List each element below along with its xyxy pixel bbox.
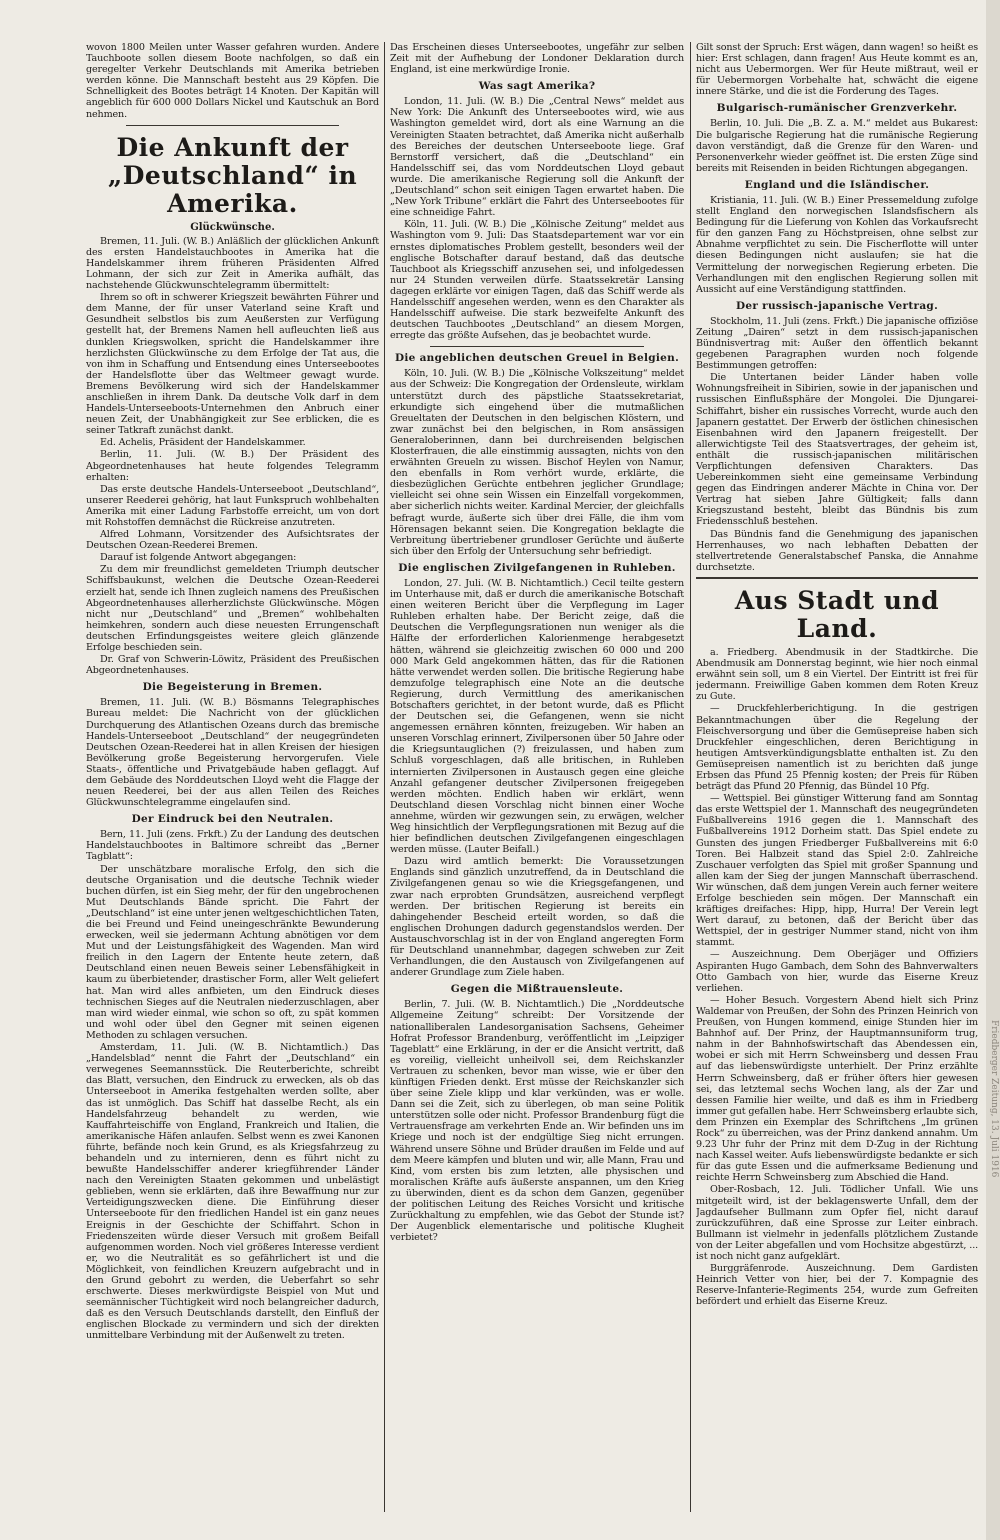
article-paragraph: Stockholm, 11. Juli (zens. Frkft.) Die japanische offiziöse Zeitung „Dairen“ setzt in dem russisch-japanischen Bündnisvertrag mit: Außer den öffentlich bekannt gegebenen Paragraphen wurden noch folgende Bestimmungen getroffen: [696,315,978,372]
local-news-item: — Auszeichnung. Dem Oberjäger und Offiziers Aspiranten Hugo Gambach, dem Sohn des Bahnverwalters Otto Gambach von hier, wurde das Eiserne Kreuz verliehen. [696,949,978,994]
article-paragraph: Berlin, 7. Juli. (W. B. Nichtamtlich.) Die „Norddeutsche Allgemeine Zeitung“ schreibt: Der Vorsitzende der nationalliberalen Landesorganisation Sachsens, Geheimer Hofrat Professor Brandenburg, veröffentlicht im „Leipziger Tageblatt“ eine Erklärung, in der er die Ansicht vertritt, daß es voreilig, vielleicht unheilvoll sei, dem Reichskanzler Vertrauen zu schenken, bevor man wisse, wie er über den künftigen Frieden denkt. Erst müsse der Reichskanzler sich über seine Ziele klipp und klar verkünden, was er wolle. Dann sei die Zeit, sich zu überlegen, ob man seine Politik unterstützen solle oder nicht. Professor Brandenburg fügt die Vertrauensfrage am verkehrten Ende an. Wir befinden uns im Kriege und noch ist der endgültige Sieg nicht errungen. Während unsere Söhne und Brüder draußen im Felde und auf dem Meere kämpfen und bluten und wir, alle Mann, Frau und Kind, vom ersten bis zum letzten, alle physischen und moralischen Kräfte aufs äußerste anspannen, um den Krieg zu überwinden, dient es da schon dem Ganzen, gegenüber der politischen Leitung des Reiches Vorsicht und kritische Zurückhaltung zu empfehlen, wie das Gebot der Stunde ist? Der Augenblick elementarische und politische Klugheit verbietet? [390,999,684,1244]
local-news-item: Burggräfenrode. Auszeichnung. Dem Gardisten Heinrich Vetter von hier, bei der 7. Kompagnie des Reserve-Infanterie-Regiments 254, wurde zum Gefreiten befördert und erhielt das Eiserne Kreuz. [696,1263,978,1308]
section-heading: Die Begeisterung in Bremen. [142,681,323,694]
column-3 [696,42,978,1518]
article-paragraph: Gilt sonst der Spruch: Erst wägen, dann wagen! so heißt es hier: Erst schlagen, dann fragen! Aus Heute kommt es an, nicht aus Uebermorgen. Wer für Heute mißtraut, weil er für Uebermorgen Vorbehalte hat, schwächt die eigene innere Stärke, und die ist die Forderung des Tages. [696,42,978,98]
article-paragraph: Bremen, 11. Juli. (W. B.) Anläßlich der glücklichen Ankunft des ersten Handelstauchbootes in Amerika hat die Handelskammer ihrem früheren Präsidenten Alfred Lohmann, der sich zur Zeit in Amerika aufhält, das nachstehende Glückwunschtelegramm übermittelt: [86,235,379,292]
margin-stamp: Friedberger Zeitung, 13. Juli 1916 [989,1020,999,1178]
article-paragraph: Das erste deutsche Handels-Unterseeboot „Deutschland“, unserer Reederei gehörig, hat laut Funkspruch wohlbehalten Amerika mit einer Ladung Farbstoffe erreicht, um von dort mit Rohstoffen demnächst die Rückreise anzutreten. [86,483,379,528]
article-paragraph: Köln, 10. Juli. (W. B.) Die „Kölnische Volkszeitung“ meldet aus der Schweiz: Die Kongregation der Ordensleute, wirklam unterstützt durch des päpstliche Staatssekretariat, erkundigte sich eingehend über die mutmaßlichen Greueltaten der Deutschen in den belgischen Klöstern, und zwar zunächst bei den belgischen, in Rom ansässigen Generaloberinnen, dann bei durchreisenden belgischen Klosterfrauen, die alle einstimmig aussagten, nichts von den erwähnten Greueln zu wissen. Bischof Heylen von Namur, den ebenfalls in Rom verhört wurde, erklärte, die diesbezüglichen Gerüchte entbehren jeglicher Grundlage; vielleicht sei ohne sein Wissen ein Einzelfall vorgekommen, aber sicherlich nichts weiter. Kardinal Mercier, der gleichfalls befragt wurde, äußerte sich über drei Fälle, die ihm vom Hörensagen bekannt seien. Die Kongregation beklagte die Verbreitung übertriebener grundloser Gerüchte und äußerte sich über den Erfolg der Untersuchung sehr befriedigt. [390,368,684,557]
article-paragraph: Berlin, 10. Juli. Die „B. Z. a. M.“ meldet aus Bukarest: Die bulgarische Regierung hat die rumänische Regierung davon verständigt, daß die Grenze für den Waren- und Personenverkehr wieder geöffnet ist. Die ersten Züge sind bereits mit Reisenden in beiden Richtungen abgegangen. [696,118,978,174]
section-heading: Der Eindruck bei den Neutralen. [131,813,334,826]
column-1 [86,42,379,1518]
article-paragraph: Das Bündnis fand die Genehmigung des japanischen Herrenhauses, wo nach lebhaften Debatten der stellvertretende Generalstabschef Panska, die Annahme durchsetzte. [696,528,978,573]
article-paragraph: Ihrem so oft in schwerer Kriegszeit bewährten Führer und dem Manne, der für unser Vaterland seine Kraft und Gesundheit selbstlos bis zum Aeußersten zur Verfügung gestellt hat, der Bremens Namen hell aufleuchten ließ aus dunklen Kriegswolken, spricht die Handelskammer ihre herzlichsten Glückwünsche zu dem Erfolge der Tat aus, die von ihm in Schaffung und Entsendung eines Unterseebootes der Handelsflotte über das Weltmeer gewagt wurde. Bremens Bevölkerung wird sich der Handelskammer anschließen in ihrem Dank. Da deutsche Volk darf in dem Handels-Unterseeboots-Unternehmen den Anbruch einer neuen Zeit, der Unabhängigkeit zur See erblicken, die es seiner Tatkraft zunächst dankt. [86,292,379,437]
section-heading: Was sagt Amerika? [478,80,596,93]
section-heading: Glückwünsche. [190,221,275,233]
section-heading: Bulgarisch-rumänischer Grenzverkehr. [716,102,958,115]
article-paragraph: Köln, 11. Juli. (W. B.) Die „Kölnische Zeitung“ meldet aus Washington vom 9. Juli: Das Staatsdepartement war vor ein ernstes diplomatisches Problem gestellt, besonders weil der englische Botschafter darauf bestand, daß das deutsche Tauchboot als Kriegsschiff anzusehen sei, und infolgedessen nur 24 Stunden verweilen dürfe. Staatssekretär Lansing dagegen erklärte vor einigen Tagen, daß das Schiff werde als Handelsschiff angesehen werden, wenn es den Charakter als Handelsschiff aufweise. Die stark bezweifelte Ankunft des deutschen Tauchbootes „Deutschland“ an diesem Morgen, erregte das größte Aufsehen, das je beobachtet wurde. [390,219,684,342]
article-paragraph: London, 27. Juli. (W. B. Nichtamtlich.) Cecil teilte gestern im Unterhause mit, daß er durch die amerikanische Botschaft einen weiteren Bericht über die Verpflegung im Lager Ruhleben erhalten habe. Der Bericht zeige, daß die Deutschen die Verpflegungsrationen nun weniger als die Hälfte der erforderlichen Kalorienmenge herabgesetzt hätten, während sie gleichzeitig zwischen 60 000 und 200 000 Mark Geld angekommen hätten, das für die Rationen hätte verwendet werden sollen. Die britische Regierung habe demzufolge telegraphisch eine Note an die deutsche Regierung, durch Vermittlung des amerikanischen Botschafters gerichtet, in der betont wurde, daß es Pflicht der Deutschen sei, die Gefangenen, wenn sie nicht angemessen ernähren könnten, freizugeben. Wir haben an unseren Vorschlag erinnert, Zivilpersonen über 50 Jahre oder die Kriegsuntauglichen (?) freizulassen, und haben zum Schluß vorgeschlagen, daß alle britischen, in Ruhleben internierten Zivilpersonen in Austausch gegen eine gleiche Anzahl gefangener deutscher Zivilpersonen freigegeben werden möchten. Endlich haben wir erklärt, wenn Deutschland diesen Vorschlag nicht binnen einer Woche annehme, würden wir gezwungen sein, zu erwägen, welcher Weg hinsichtlich der Verpflegungsrationen mit Bezug auf die hier befindlichen deutschen Zivilgefangenen eingeschlagen werden müsse. (Lauter Beifall.) [390,577,684,856]
column-2 [390,42,684,1518]
divider [126,125,339,126]
article-paragraph: Kristiania, 11. Juli. (W. B.) Einer Pressemeldung zufolge stellt England den norwegischen Islandsfischern als Bedingung für die Lieferung von Kohlen das Vorkaufsrecht für den ganzen Fang zu Höchstpreisen, ohne selbst zur Abnahme verpflichtet zu sein. Die Fischerflotte will unter diesen Bedingungen nicht auslaufen; sie hat die Vermittelung der norwegischen Regierung erbeten. Die Verhandlungen mit den englischen Regierung sollen mit Aussicht auf eine Verständigung stattfinden. [696,194,978,295]
main-headline: Die Ankunft der „Deutschland“ in Amerika. [107,132,358,218]
section-heading: Die angeblichen deutschen Greuel in Belgien. [394,352,680,365]
column-rule [690,42,691,1512]
article-paragraph: wovon 1800 Meilen unter Wasser gefahren wurden. Andere Tauchboote sollen diesem Boote nachfolgen, so daß ein geregelter Verkehr Deutschlands mit Amerika betrieben werden könne. Die Mannschaft besteht aus 29 Köpfen. Die Schnelligkeit des Bootes beträgt 14 Knoten. Der Kapitän will angeblich für 600 000 Dollars Nickel und Kautschuk an Bord nehmen. [86,42,379,120]
article-paragraph: Zu dem mir freundlichst gemeldeten Triumph deutscher Schiffsbaukunst, welchen die Deutsche Ozean-Reederei erzielt hat, sende ich Ihnen zugleich namens des Preußischen Abgeordnetenhauses allerherzlichste Glückwünsche. Mögen nicht nur „Deutschland“ und „Bremen“ wohlbehalten heimkehren, sondern auch diese neuesten Errungenschaft deutschen Erfindungsgeistes weitere gleich glänzende Erfolge beschieden sein. [86,564,379,654]
section-heading: Die englischen Zivilgefangenen in Ruhleben. [398,561,676,574]
local-news-item: — Hoher Besuch. Vorgestern Abend hielt sich Prinz Waldemar von Preußen, der Sohn des Prinzen Heinrich von Preußen, von Hungen kommend, einige Stunden hier im Bahnhof auf. Der Prinz, der Hauptmannsuniform trug, nahm in der Bahnhofswirtschaft das Abendessen ein, wobei er sich mit Herrn Schweinsberg und dessen Frau auf das liebenswürdigste unterhielt. Der Prinz erzählte Herrn Schweinsberg, daß er früher öfters hier gewesen sei, das letztemal sechs Wochen lang, als der Zar und dessen Familie hier weilte, und daß es ihm in Friedberg immer gut gefallen habe. Herr Schweinsberg erlaubte sich, dem Prinzen ein Exemplar des Schriftchens „Im grünen Rock“ zu überreichen, was der Prinz dankend annahm. Um 9.23 Uhr fuhr der Prinz mit dem D-Zug in der Richtung nach Kassel weiter. Aufs liebenswürdigste bedankte er sich für das gute Essen und die aufmerksame Bedienung und reichte Herrn Schweinsberg zum Abschied die Hand. [696,994,978,1184]
article-paragraph: Dazu wird amtlich bemerkt: Die Voraussetzungen Englands sind gänzlich unzutreffend, da in Deutschland die Zivilgefangenen genau so wie die Kriegsgefangenen, und zwar nach erprobten Grundsätzen, ausreichend verpflegt werden. Der britischen Regierung ist bereits ein dahingehender Bescheid erteilt worden, so daß die englischen Drohungen dadurch gegenstandslos werden. Der Austauschvorschlag ist in der von England angeregten Form für Deutschland unannehmbar, dagegen schweben zur Zeit Verhandlungen, die den Austausch von Zivilgefangenen auf anderer Grundlage zum Ziele haben. [390,856,684,979]
local-news-item: a. Friedberg. Abendmusik in der Stadtkirche. Die Abendmusik am Donnerstag beginnt, wie hier noch einmal erwähnt sein soll, um 8 ein Viertel. Der Eintritt ist frei für jedermann. Freiwillige Gaben kommen dem Roten Kreuz zu Gute. [696,646,978,703]
section-heading: Gegen die Mißtrauensleute. [450,983,624,996]
article-paragraph: Das Erscheinen dieses Unterseebootes, ungefähr zur selben Zeit mit der Aufhebung der Londoner Deklaration durch England, ist eine merkwürdige Ironie. [390,42,684,76]
article-paragraph: Bern, 11. Juli (zens. Frkft.) Zu der Landung des deutschen Handelstauchbootes in Baltimore schreibt das „Berner Tagblatt“: [86,829,379,863]
article-paragraph: Berlin, 11. Juli. (W. B.) Der Präsident des Abgeordnetenhauses hat heute folgendes Telegramm erhalten: [86,449,379,483]
local-news-item: — Druckfehlerberichtigung. In die gestrigen Bekanntmachungen über die Regelung der Fleischversorgung und über die Gemüsepreise haben sich Druckfehler eingeschlichen, deren Berichtigung in heutigen Amtsverkündigungsblatte enthalten ist. Zu den Gemüsepreisen namentlich ist zu berichten daß junge Erbsen das Pfund 25 Pfennig kosten; der Preis für Rüben beträgt das Pfund 20 Pfennig, das Bündel 10 Pfg. [696,703,978,793]
article-paragraph: London, 11. Juli. (W. B.) Die „Central News“ meldet aus New York: Die Ankunft des Unterseebootes wird, wie aus Washington gemeldet wird, dort als eine Warnung an die Vereinigten Staaten betrachtet, daß Amerika nicht außerhalb des Bereiches der deutschen Unterseeboote liege. Graf Bernstorff versichert, daß die „Deutschland“ ein Handelsschiff sei, das vom Norddeutschen Lloyd gebaut wurde. Die amerikanische Regierung soll die Ankunft der „Deutschland“ schon seit einigen Tagen erwartet haben. Die „New York Tribune“ erklärt die Fahrt des Unterseebootes für eine schneidige Fahrt. [390,96,684,219]
section-heading: Der russisch-japanische Vertrag. [735,299,939,312]
divider [696,577,978,579]
section-heading: England und die Isländischer. [744,178,930,191]
local-news-item: Ober-Rosbach, 12. Juli. Tödlicher Unfall. Wie uns mitgeteilt wird, ist der beklagenswerte Unfall, dem der Jagdaufseher Bullmann zum Opfer fiel, nicht darauf zurückzuführen, daß eine Sprosse zur Leiter einbrach. Bullmann ist vielmehr in jedenfalls plötzlichem Zustande von der Leiter abgefallen und vom Hochsitze abgestürzt, ... ist noch nicht ganz aufgeklärt. [696,1184,978,1262]
column-rule [384,42,385,1512]
signature: Alfred Lohmann, Vorsitzender des Aufsichtsrates der Deutschen Ozean-Reederei Bremen. [86,529,379,552]
article-paragraph: Darauf ist folgende Antwort abgegangen: [100,552,297,564]
signature: Ed. Achelis, Präsident der Handelskammer. [100,437,306,449]
article-paragraph: Der unschätzbare moralische Erfolg, den sich die deutsche Organisation und die deutsche Technik wieder buchen dürfen, ist ein Sieg mehr, der für den ungebrochenen Mut Deutschlands Bände spricht. Die Fahrt der „Deutschland“ ist eine unter jenen weltgeschichtlichen Taten, die bei Freund und Feind uneingeschränkte Bewunderung erwecken, weil sie jedermann Achtung abnötigen vor dem Mut und der Leistungsfähigkeit des Wagenden. Man wird freilich in den Lagern der Entente heute zetern, daß Deutschland einen neuen Beweis seiner Lebensfähigkeit in kaum zu überbietender, drastischer Form, aller Welt geliefert hat. Man wird alles anfbieten, um den Eindruck dieses technischen Sieges auf die Neutralen niederzuschlagen, aber man wird wieder einmal, wie schon so oft, zu spät kommen und wohl oder übel den Gegner mit seinen eigenen Methoden zu schlagen versuchen. [86,863,379,1041]
signature: Dr. Graf von Schwerin-Löwitz, Präsident des Preußischen Abgeordnetenhauses. [86,654,379,677]
article-paragraph: Bremen, 11. Juli. (W. B.) Bösmanns Telegraphisches Bureau meldet: Die Nachricht von der glücklichen Durchquerung des Atlantischen Ozeans durch das bremische Handels-Unterseeboot „Deutschland“ der neugegründeten Deutschen Ozean-Reederei hat in allen Kreisen der hiesigen Bevölkerung große Begeisterung hervorgerufen. Viele Staats-, öffentliche und Privatgebäude haben geflaggt. Auf dem Gebäude des Norddeutschen Lloyd weht die Flagge der neuen Reederei, bei der aus allen Teilen des Reiches Glückwunschtelegramme eingelaufen sind. [86,697,379,809]
article-paragraph: Die Untertanen beider Länder haben volle Wohnungsfreiheit in Sibirien, sowie in der japanischen und russischen Einflußsphäre der Mongolei. Die Djungarei-Schiffahrt, bisher ein russisches Vorrecht, wurde auch den Japanern gestattet. Der Erwerb der östlichen chinesischen Eisenbahnen wird den Japanern freigestellt. Der allerwichtigste Teil des Staatsvertrages, der geheim ist, enthält die russisch-japanischen militärischen Verpflichtungen defensiven Charakters. Das Uebereinkommen sieht eine gemeinsame Verbindung gegen das Eindringen anderer Mächte in China vor. Der Vertrag hat sieben Jahre Gültigkeit; falls dann Kriegszustand besteht, bleibt das Bündnis bis zum Friedensschluß bestehen. [696,372,978,528]
article-paragraph: Amsterdam, 11. Juli. (W. B. Nichtamtlich.) Das „Handelsblad“ nennt die Fahrt der „Deutschland“ ein verwegenes Seemannsstück. Die Reuterberichte, schreibt das Blatt, versuchen, den Eindruck zu erwecken, als ob das Unterseeboot in Amerika festgehalten werden sollte, aber das ist unmöglich. Das Schiff hat dasselbe Recht, als ein Handelsfahrzeug behandelt zu werden, wie Kauffahrteischiffe von England, Frankreich und Italien, die amerikanische Häfen anlaufen. Selbst wenn es zwei Kanonen führte, befände noch kein Grund, es als Kriegsfahrzeug zu behandeln und zu internieren, denn es führt nicht zu bewußte Handelsschiffer anderer kriegführender Länder nach den Vereinigten Staaten gekommen und unbelästigt geblieben, wenn sie erklärten, daß ihre Bewaffnung nur zur Verteidigungszwecken diene. Die Einführung dieser Unterseeboote für den friedlichen Handel ist ein ganz neues Ereignis in der Geschichte der Schiffahrt. Schon in Friedenszeiten würde dieser Versuch mit großem Beifall aufgenommen worden. Noch viel größeres Interesse verdient er, wo die Neutralität es so gefährlichert ist und die Möglichkeit, von feindlichen Kreuzern aufgebracht und in den Grund gebohrt zu werden, die Ueberfahrt so sehr erschwerte. Dieses merkwürdigste Beispiel von Mut und seemännischer Tüchtigkeit wird noch belangreicher dadurch, daß es den Versuch Deutschlands darstellt, den Einfluß der englischen Blockade zu vermindern und sich der direkten unmittelbare Verbindung mit der Außenwelt zu treten. [86,1042,379,1342]
divider [430,346,644,347]
section-headline: Aus Stadt und Land. [734,585,940,643]
local-news-item: — Wettspiel. Bei günstiger Witterung fand am Sonntag das erste Wettspiel der 1. Mannschaft des neugegründeten Fußballvereins 1916 gegen die 1. Mannschaft des Fußballvereins 1912 Dorheim statt. Das Spiel endete zu Gunsten des jungen Friedberger Fußballvereins mit 6:0 Toren. Bei Halbzeit stand das Spiel 2:0. Zahlreiche Zuschauer verfolgten das Spiel mit großer Spannung und allen kam der Sieg der jungen Mannschaft überraschend. Wir wünschen, daß dem jungen Verein auch ferner weitere Erfolge beschieden sein mögen. Der Mannschaft ein kräftiges dreifaches: Hipp, hipp, Hurra! Der Verein legt Wert darauf, zu betonen, daß der Bericht über das Wettspiel, der in gestriger Nummer stand, nicht von ihm stammt. [696,793,978,949]
